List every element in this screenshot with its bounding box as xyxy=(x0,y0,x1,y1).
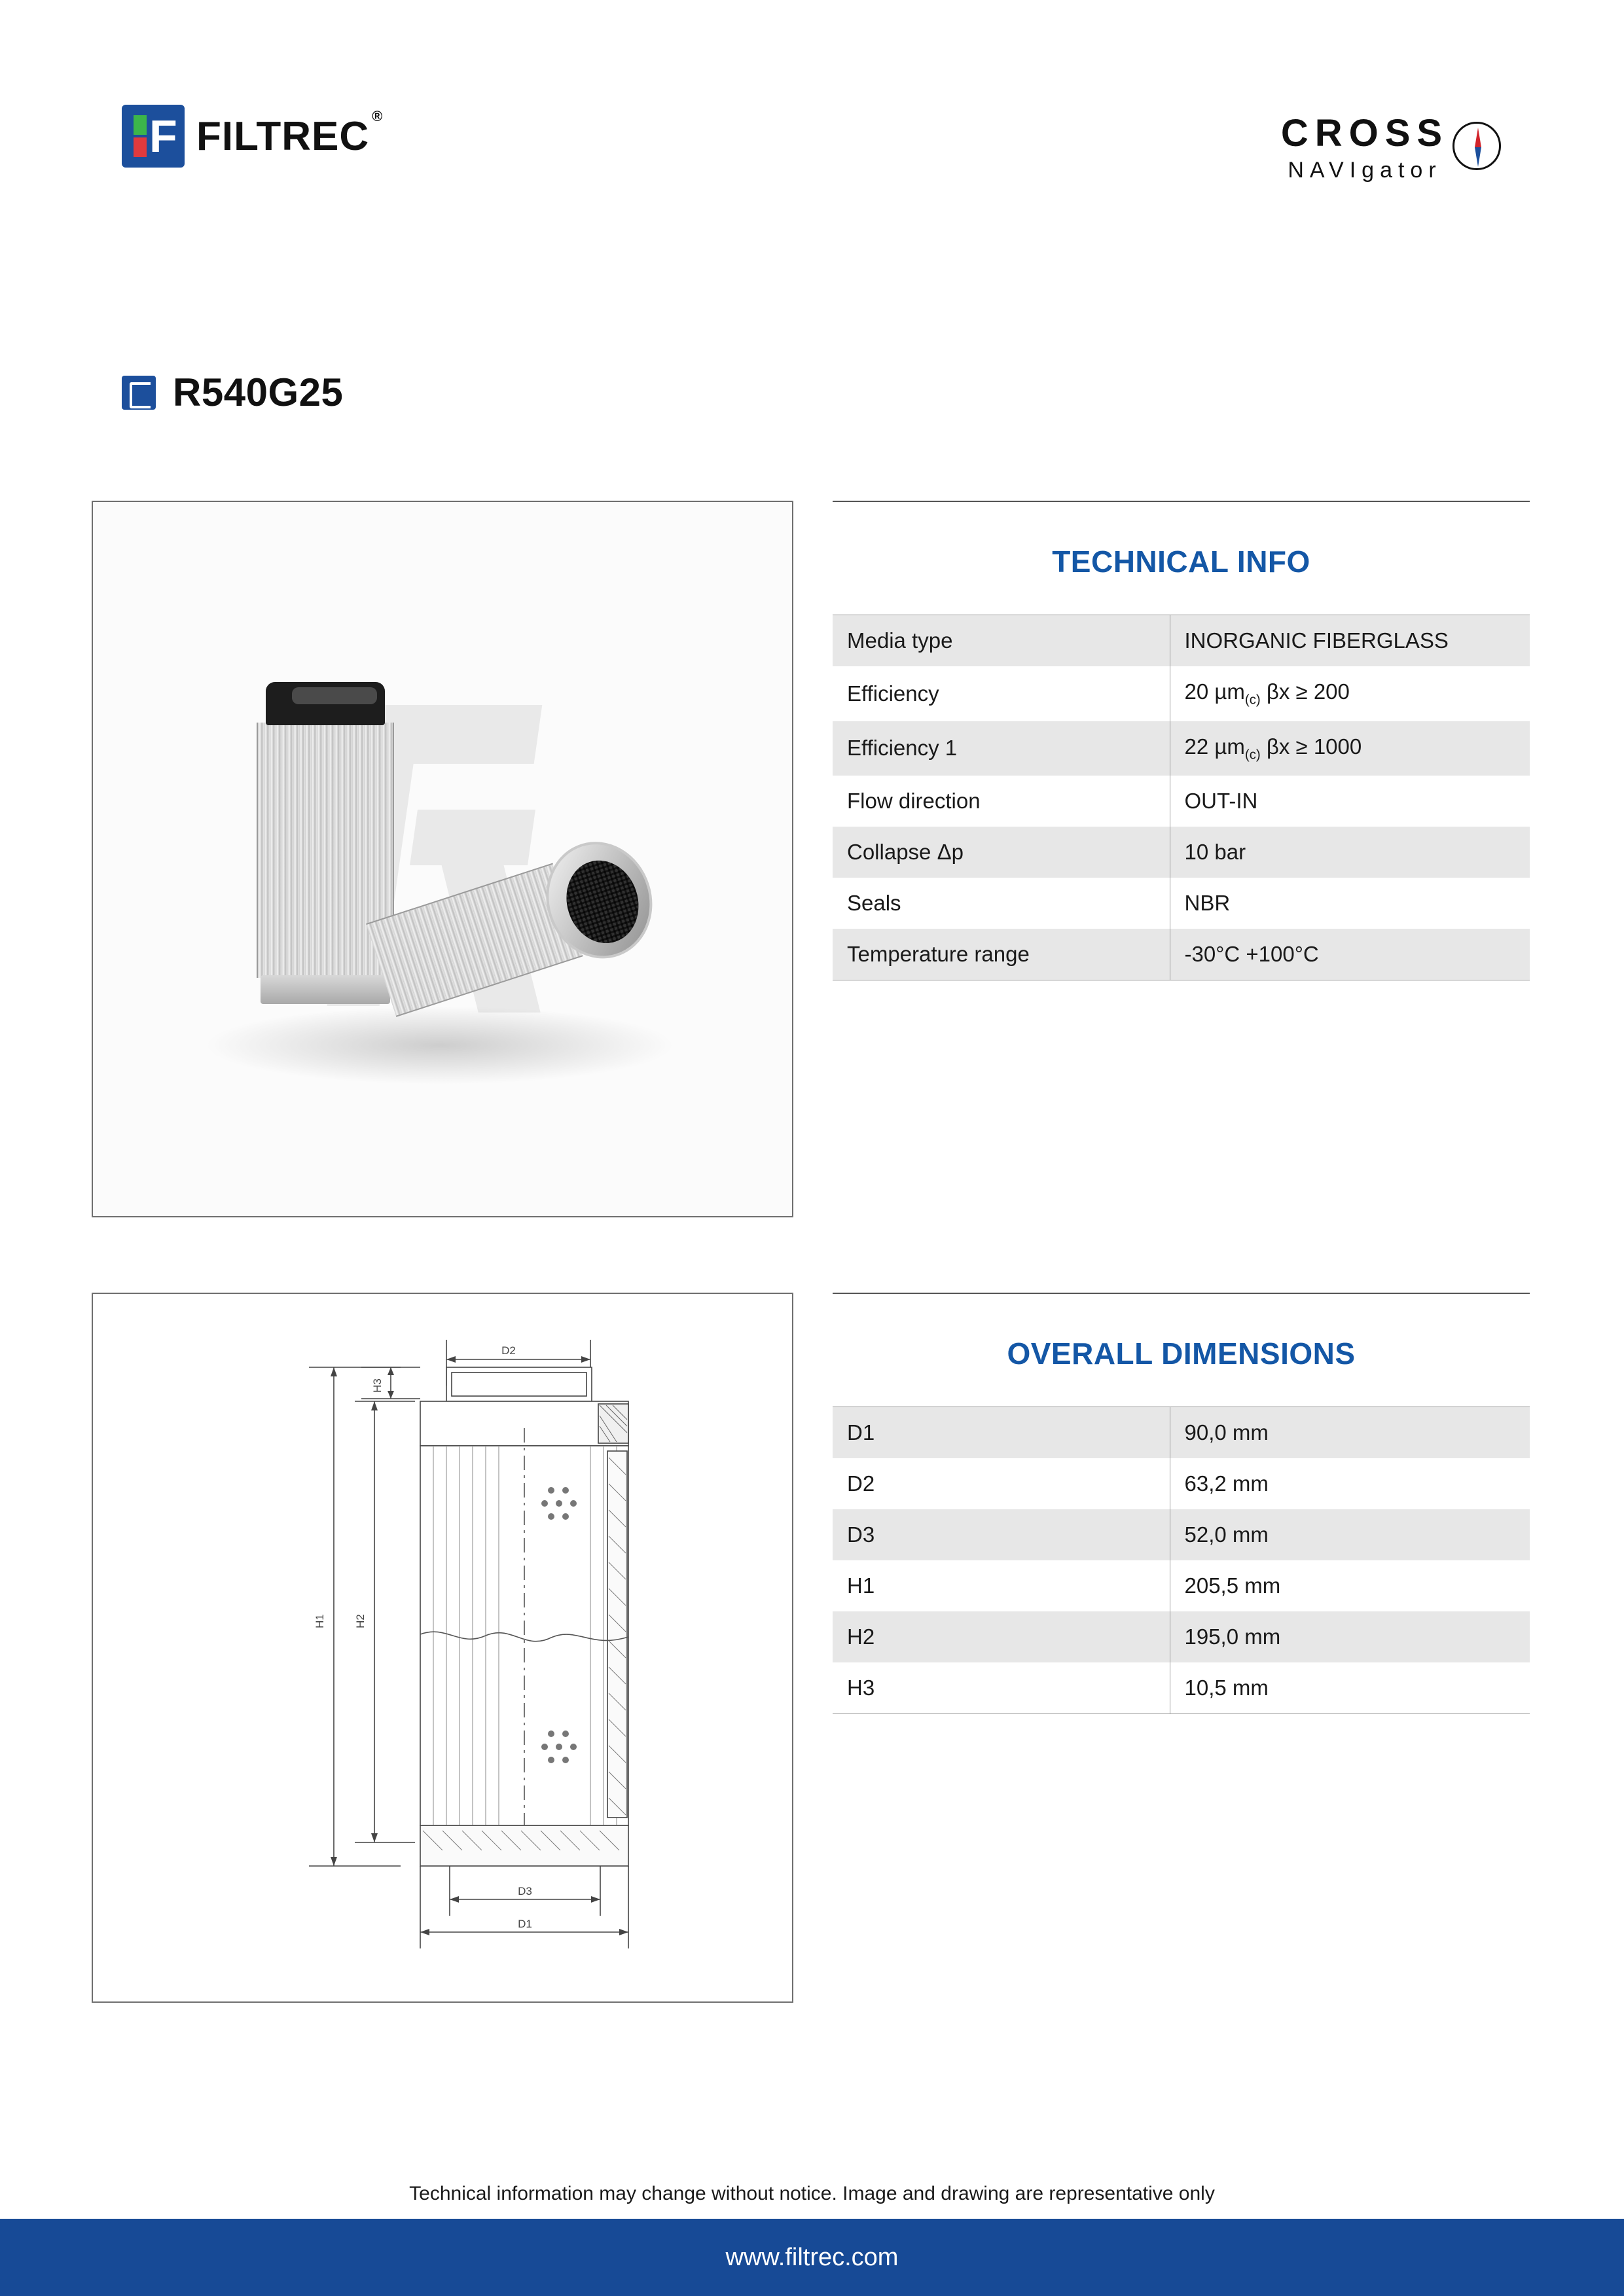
table-row xyxy=(833,1560,1530,1611)
footer-bar xyxy=(0,2219,1624,2296)
table-row xyxy=(833,1407,1530,1459)
cell-value: 90,0 mm xyxy=(1170,1407,1530,1459)
value-post: βx ≥ 1000 xyxy=(1260,734,1362,759)
page-title: R540G25 xyxy=(173,370,344,414)
cell-key: Media type xyxy=(833,615,1170,667)
table-row xyxy=(833,1662,1530,1714)
table-row xyxy=(833,666,1530,721)
technical-drawing xyxy=(92,1293,793,2003)
svg-text:H3: H3 xyxy=(371,1378,384,1393)
cell-key: Collapse Δp xyxy=(833,827,1170,878)
cell-value: INORGANIC FIBERGLASS xyxy=(1170,615,1530,667)
value-pre: 20 µm xyxy=(1184,679,1245,704)
technical-info-table xyxy=(833,615,1530,980)
cell-key: H2 xyxy=(833,1611,1170,1662)
footer-website-link[interactable]: www.filtrec.com xyxy=(725,2243,899,2271)
cell-value: 52,0 mm xyxy=(1170,1509,1530,1560)
svg-text:D2: D2 xyxy=(501,1344,516,1357)
technical-info-section xyxy=(833,501,1530,980)
cell-key: Flow direction xyxy=(833,776,1170,827)
table-row xyxy=(833,827,1530,878)
cell-value xyxy=(1170,666,1530,721)
cell-key: Efficiency 1 xyxy=(833,721,1170,776)
section-divider-top xyxy=(833,1293,1530,1294)
table-row xyxy=(833,929,1530,980)
cross-navigator-line2: NAVIgator xyxy=(1288,158,1442,183)
technical-info-heading: TECHNICAL INFO xyxy=(1052,545,1310,579)
table-row xyxy=(833,1458,1530,1509)
filter-cartridge-standing xyxy=(257,682,394,1009)
cell-value: 10 bar xyxy=(1170,827,1530,878)
page-title-row xyxy=(122,370,343,415)
section-divider-top xyxy=(833,501,1530,502)
value-sub: (c) xyxy=(1244,692,1261,708)
svg-text:H2: H2 xyxy=(354,1614,367,1628)
cell-value xyxy=(1170,721,1530,776)
product-photo xyxy=(92,501,793,1217)
compass-icon xyxy=(1453,122,1501,170)
value-post: βx ≥ 200 xyxy=(1260,679,1350,704)
cell-key: Temperature range xyxy=(833,929,1170,980)
svg-text:H1: H1 xyxy=(314,1614,326,1628)
cross-navigator-line1: CROSS xyxy=(1280,112,1449,154)
table-row xyxy=(833,1509,1530,1560)
value-sub: (c) xyxy=(1244,747,1261,762)
photo-shadow xyxy=(204,1006,676,1085)
logo-red-bar xyxy=(134,137,147,157)
svg-text:D1: D1 xyxy=(518,1918,532,1930)
table-row xyxy=(833,1611,1530,1662)
logo-green-bar xyxy=(134,115,147,135)
cell-value: OUT-IN xyxy=(1170,776,1530,827)
table-row xyxy=(833,878,1530,929)
cell-value: -30°C +100°C xyxy=(1170,929,1530,980)
overall-dimensions-table xyxy=(833,1407,1530,1714)
cell-key: Efficiency xyxy=(833,666,1170,721)
table-row xyxy=(833,615,1530,667)
filtrec-logo-icon xyxy=(122,105,185,168)
filtrec-logo xyxy=(122,105,384,168)
logo-wordmark xyxy=(196,107,384,160)
overall-dimensions-heading: OVERALL DIMENSIONS xyxy=(1007,1336,1356,1371)
cell-key: Seals xyxy=(833,878,1170,929)
svg-text:D3: D3 xyxy=(518,1885,532,1897)
table-row xyxy=(833,721,1530,776)
page-header xyxy=(0,98,1624,236)
cell-value: 10,5 mm xyxy=(1170,1662,1530,1714)
overall-dimensions-section xyxy=(833,1293,1530,1714)
cell-value: 205,5 mm xyxy=(1170,1560,1530,1611)
filter-icon xyxy=(122,376,156,410)
drawing-svg xyxy=(93,1294,792,2001)
footer-disclaimer: Technical information may change without notice. Image and drawing are representative only xyxy=(409,2183,1215,2204)
cell-key: D2 xyxy=(833,1458,1170,1509)
registered-mark: ® xyxy=(372,107,384,124)
cell-key: H1 xyxy=(833,1560,1170,1611)
cell-key: D3 xyxy=(833,1509,1170,1560)
logo-wordmark-text: FILTREC xyxy=(196,113,370,159)
cell-value: NBR xyxy=(1170,878,1530,929)
value-pre: 22 µm xyxy=(1184,734,1245,759)
cell-value: 195,0 mm xyxy=(1170,1611,1530,1662)
logo-letter: F xyxy=(149,111,176,162)
cell-value: 63,2 mm xyxy=(1170,1458,1530,1509)
cell-key: D1 xyxy=(833,1407,1170,1459)
table-row xyxy=(833,776,1530,827)
cell-key: H3 xyxy=(833,1662,1170,1714)
